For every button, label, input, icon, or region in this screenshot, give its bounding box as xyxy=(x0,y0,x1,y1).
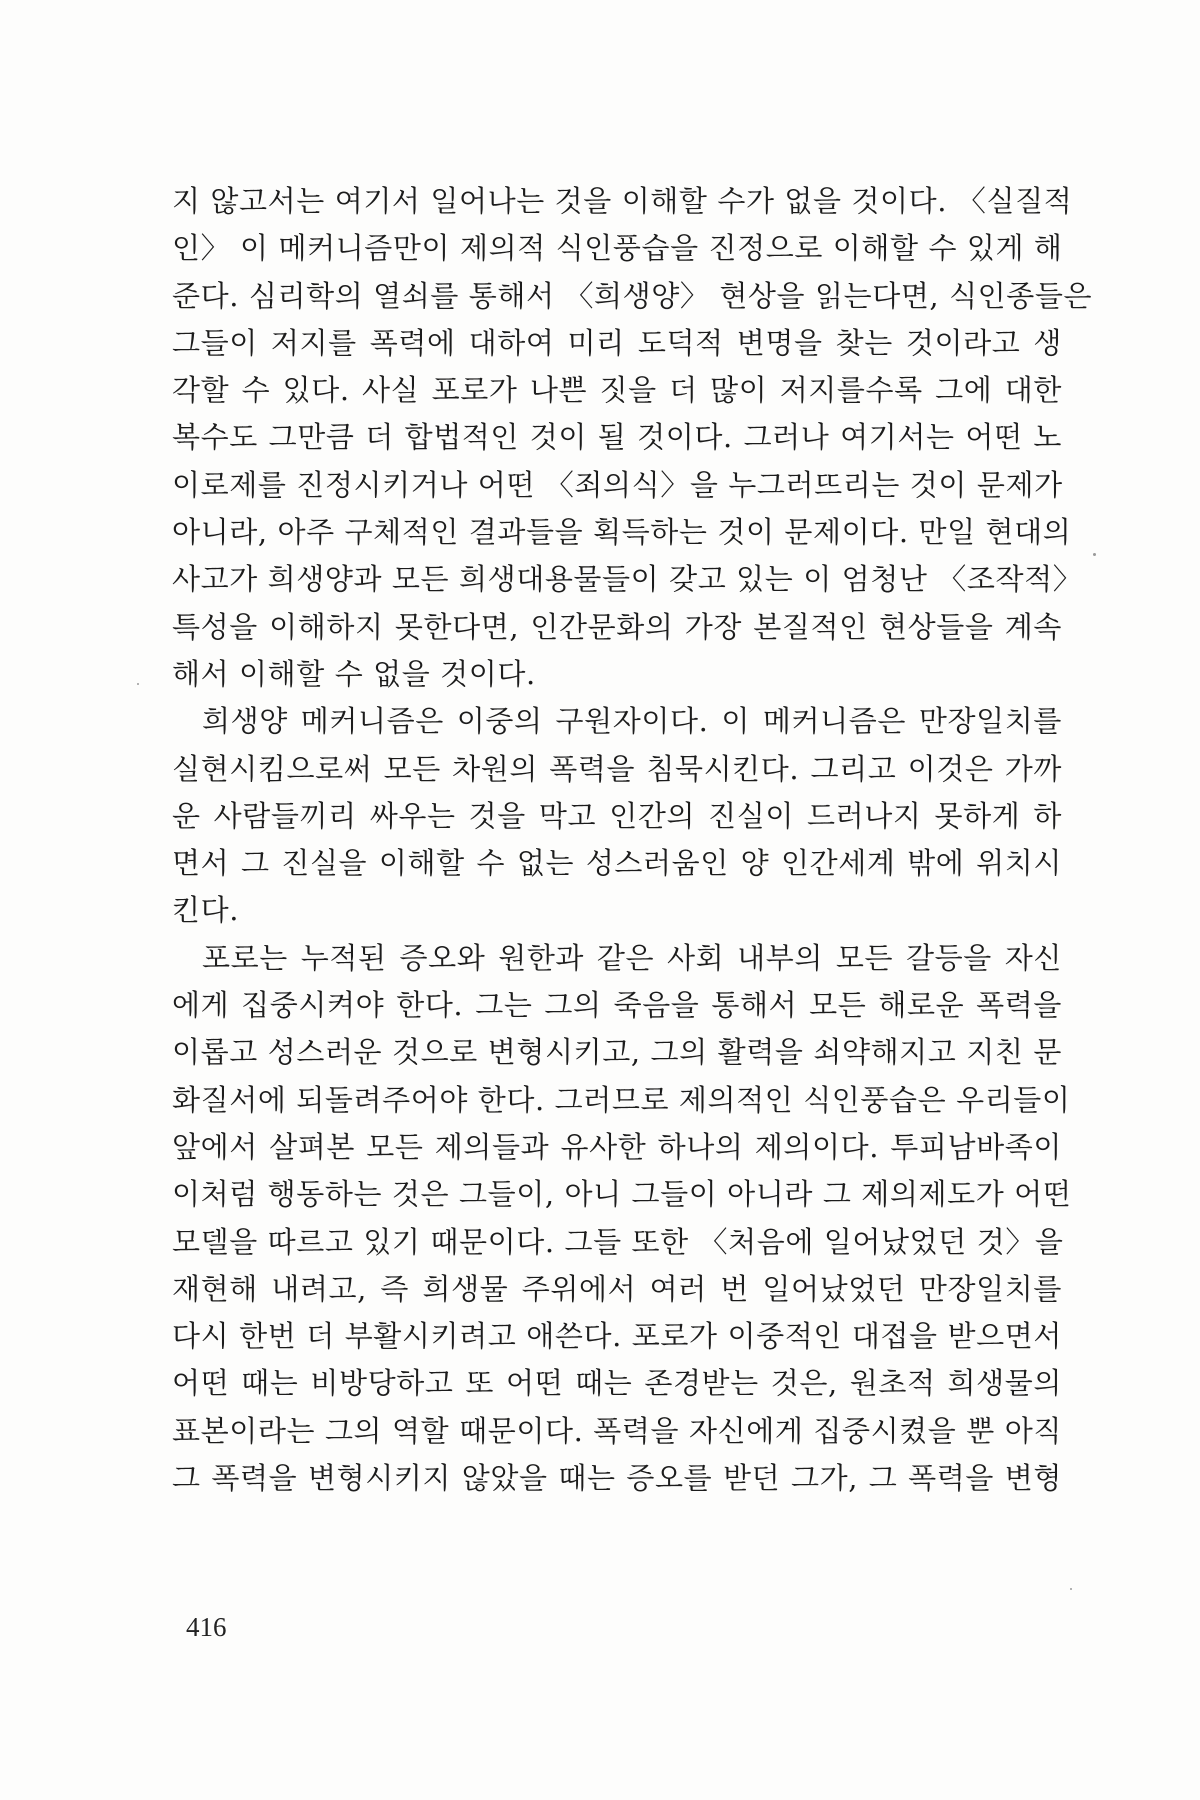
text-line: 특성을 이해하지 못한다면, 인간문화의 가장 본질적인 현상들을 계속 xyxy=(172,609,1062,644)
body-text xyxy=(172,178,1093,1502)
text-line: 그 폭력을 변형시키지 않았을 때는 증오를 받던 그가, 그 폭력을 변형 xyxy=(172,1461,1062,1496)
paragraph-first-line: 희생양 메커니즘은 이중의 구원자이다. 이 메커니즘은 만장일치를 xyxy=(202,704,1062,739)
text-line: 어떤 때는 비방당하고 또 어떤 때는 존경받는 것은, 원초적 희생물의 xyxy=(172,1366,1062,1401)
text-line: 아니라, 아주 구체적인 결과들을 획득하는 것이 문제이다. 만일 현대의 xyxy=(172,515,1072,550)
text-line: 이처럼 행동하는 것은 그들이, 아니 그들이 아니라 그 제의제도가 어떤 xyxy=(172,1177,1072,1212)
text-line: 복수도 그만큼 더 합법적인 것이 될 것이다. 그러나 여기서는 어떤 노 xyxy=(172,420,1062,455)
text-line: 이롭고 성스러운 것으로 변형시키고, 그의 활력을 쇠약해지고 지친 문 xyxy=(172,1035,1062,1070)
text-line: 실현시킴으로써 모든 차원의 폭력을 침묵시킨다. 그리고 이것은 가까 xyxy=(172,751,1062,786)
text-line: 해서 이해할 수 없을 것이다. xyxy=(172,656,536,691)
text-line: 다시 한번 더 부활시키려고 애쓴다. 포로가 이중적인 대접을 받으면서 xyxy=(172,1319,1062,1354)
text-line: 이로제를 진정시키거나 어떤 〈죄의식〉을 누그러뜨리는 것이 문제가 xyxy=(172,467,1063,502)
text-line: 재현해 내려고, 즉 희생물 주위에서 여러 번 일어났었던 만장일치를 xyxy=(172,1271,1062,1306)
scan-speck xyxy=(1070,1588,1072,1590)
text-line: 표본이라는 그의 역할 때문이다. 폭력을 자신에게 집중시켰을 뿐 아직 xyxy=(172,1413,1062,1448)
text-line: 준다. 심리학의 열쇠를 통해서 〈희생양〉 현상을 읽는다면, 식인종들은 xyxy=(172,278,1093,313)
text-line: 그들이 저지를 폭력에 대하여 미리 도덕적 변명을 찾는 것이라고 생 xyxy=(172,325,1062,360)
page-number: 416 xyxy=(186,1612,227,1642)
text-line: 면서 그 진실을 이해할 수 없는 성스러움인 양 인간세계 밖에 위치시 xyxy=(172,846,1062,881)
text-line: 각할 수 있다. 사실 포로가 나쁜 짓을 더 많이 저지를수록 그에 대한 xyxy=(172,373,1062,408)
text-line: 에게 집중시켜야 한다. 그는 그의 죽음을 통해서 모든 해로운 폭력을 xyxy=(172,988,1062,1023)
text-line: 지 않고서는 여기서 일어나는 것을 이해할 수가 없을 것이다. 〈실질적 xyxy=(172,184,1073,218)
scan-speck xyxy=(137,683,139,685)
text-line: 킨다. xyxy=(172,893,240,928)
text-line: 앞에서 살펴본 모든 제의들과 유사한 하나의 제의이다. 투피남바족이 xyxy=(172,1129,1062,1164)
text-line: 사고가 희생양과 모든 희생대용물들이 갖고 있는 이 엄청난 〈조작적〉 xyxy=(172,562,1083,597)
scan-speck xyxy=(1093,553,1096,556)
text-line: 모델을 따르고 있기 때문이다. 그들 또한 〈처음에 일어났었던 것〉을 xyxy=(172,1224,1064,1259)
paragraph-first-line: 포로는 누적된 증오와 원한과 같은 사회 내부의 모든 갈등을 자신 xyxy=(202,940,1062,975)
text-line: 운 사람들끼리 싸우는 것을 막고 인간의 진실이 드러나지 못하게 하 xyxy=(172,798,1062,833)
text-line: 인〉 이 메커니즘만이 제의적 식인풍습을 진정으로 이해할 수 있게 해 xyxy=(172,231,1063,266)
text-line: 화질서에 되돌려주어야 한다. 그러므로 제의적인 식인풍습은 우리들이 xyxy=(172,1082,1071,1117)
